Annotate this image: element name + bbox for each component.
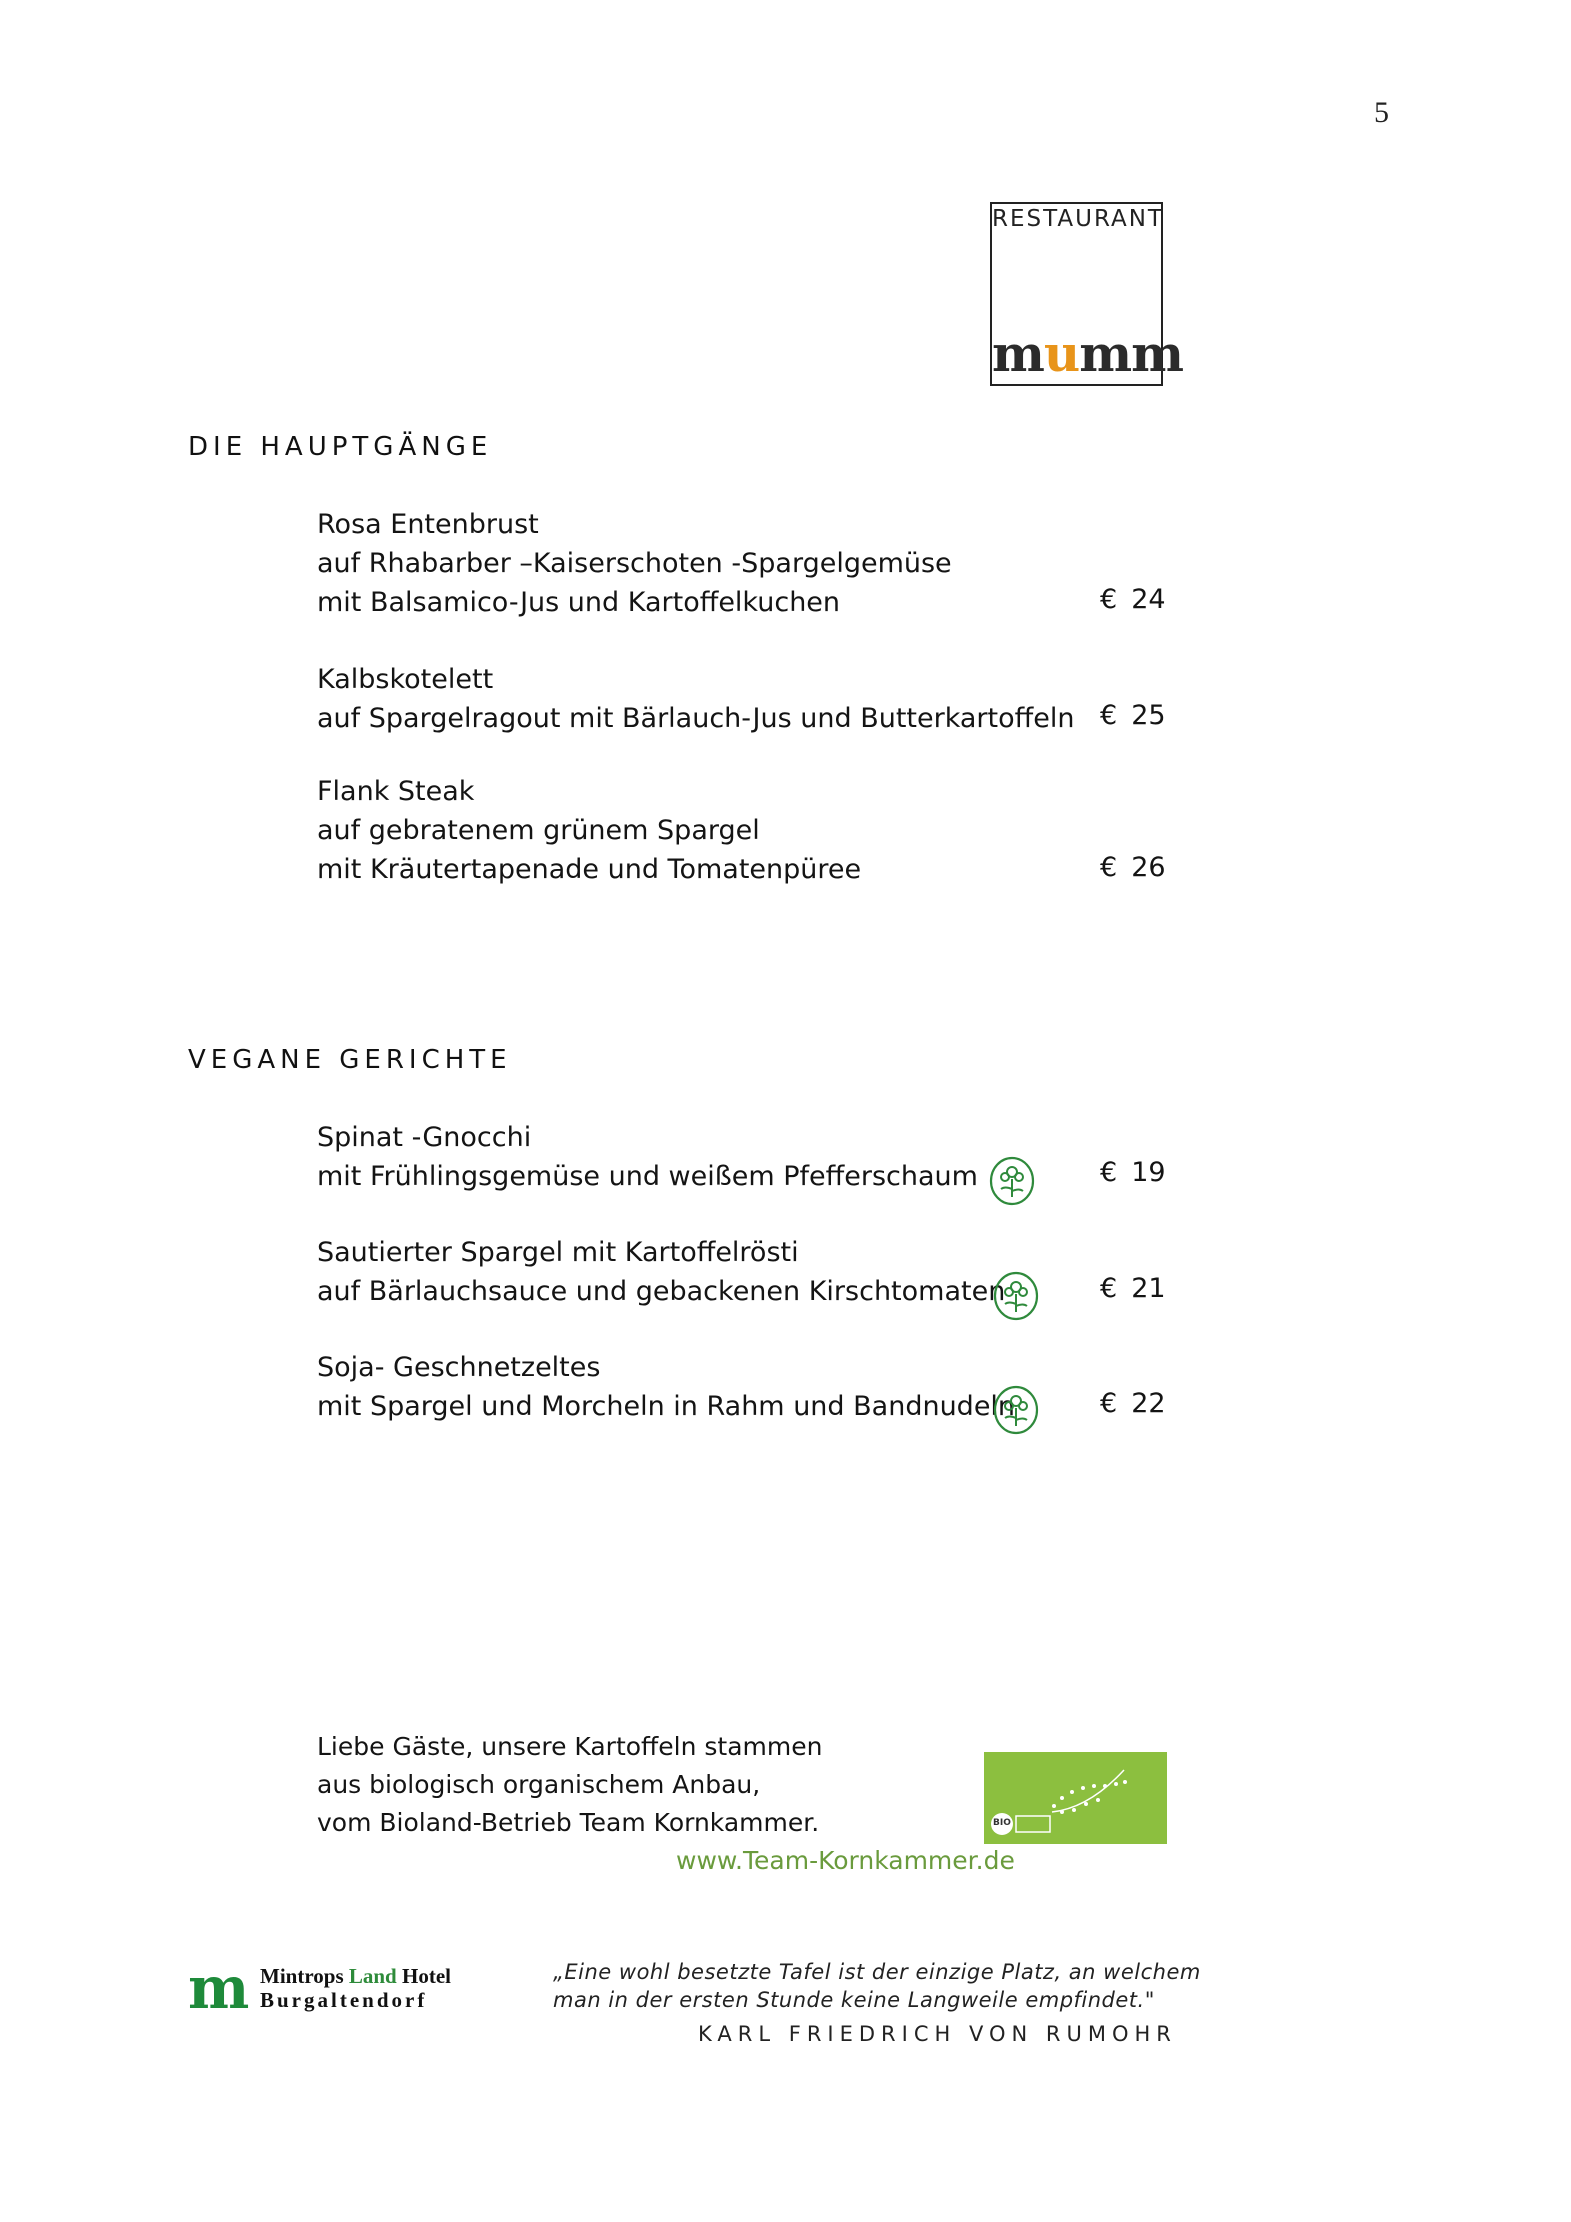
dish-entenbrust [317, 505, 1177, 622]
dish-price: € 21 [1100, 1273, 1166, 1304]
dish-name: Soja- Geschnetzeltes [317, 1352, 601, 1383]
dish-description: mit Spargel und Morcheln in Rahm und Bandnudeln [317, 1391, 1016, 1422]
dish-name: Sautierter Spargel mit Kartoffelrösti [317, 1237, 799, 1268]
dish-soja-geschnetzeltes [317, 1348, 1177, 1426]
dish-flank-steak [317, 772, 1177, 889]
dish-description: mit Balsamico-Jus und Kartoffelkuchen [317, 587, 841, 618]
note-line: vom Bioland-Betrieb Team Kornkammer. [317, 1808, 820, 1837]
dish-description: mit Kräutertapenade und Tomatenpüree [317, 854, 862, 885]
page-number: 5 [1374, 96, 1389, 129]
quote-line: man in der ersten Stunde keine Langweile empfindet." [553, 1988, 1155, 2012]
dish-price: € 24 [1100, 584, 1166, 615]
vegan-flower-icon [992, 1270, 1040, 1322]
vegan-flower-icon [988, 1155, 1036, 1207]
dish-sautierter-spargel [317, 1233, 1177, 1311]
quote-line: „Eine wohl besetzte Tafel ist der einzige Platz, an welchem [553, 1960, 1201, 1984]
dish-description: auf Rhabarber –Kaiserschoten -Spargelgemüse [317, 548, 952, 579]
dish-description: mit Frühlingsgemüse und weißem Pfefferschaum [317, 1161, 978, 1192]
logo-restaurant-text: RESTAURANT [992, 206, 1164, 232]
dish-price: € 22 [1100, 1388, 1166, 1419]
note-line: Liebe Gäste, unsere Kartoffeln stammen [317, 1732, 823, 1761]
dish-name: Spinat -Gnocchi [317, 1122, 532, 1153]
section-title-vegan: VEGANE GERICHTE [188, 1045, 512, 1075]
vegan-flower-icon [992, 1384, 1040, 1436]
website-link[interactable]: www.Team-Kornkammer.de [676, 1846, 1015, 1875]
section-title-main-courses: DIE HAUPTGÄNGE [188, 432, 493, 462]
hotel-location: Burgaltendorf [260, 1988, 428, 2012]
hotel-name: Mintrops Land Hotel [260, 1964, 451, 1988]
dish-kalbskotelett [317, 660, 1177, 738]
dish-spinat-gnocchi [317, 1118, 1177, 1196]
eu-leaf-stars-icon [984, 1752, 1167, 1844]
dish-name: Kalbskotelett [317, 664, 494, 695]
dish-price: € 19 [1100, 1157, 1166, 1188]
hotel-m-mark-icon: m [188, 1954, 250, 2022]
dish-price: € 26 [1100, 852, 1166, 883]
dish-description: auf Spargelragout mit Bärlauch-Jus und Butterkartoffeln [317, 703, 1075, 734]
dish-description: auf gebratenem grünem Spargel [317, 815, 760, 846]
logo-mumm-text: mumm [992, 324, 1184, 383]
restaurant-logo [990, 202, 1184, 386]
dish-price: € 25 [1100, 700, 1166, 731]
potato-origin-note [317, 1728, 822, 1842]
dish-name: Flank Steak [317, 776, 475, 807]
dish-name: Rosa Entenbrust [317, 509, 539, 540]
quote [553, 1958, 1201, 2014]
quote-author: KARL FRIEDRICH VON RUMOHR [698, 2022, 1177, 2046]
dish-description: auf Bärlauchsauce und gebackenen Kirschtomaten [317, 1276, 1006, 1307]
eu-organic-logo [984, 1752, 1167, 1844]
note-line: aus biologisch organischem Anbau, [317, 1770, 761, 1799]
eu-logo-bio-label: BIO [993, 1818, 1011, 1828]
